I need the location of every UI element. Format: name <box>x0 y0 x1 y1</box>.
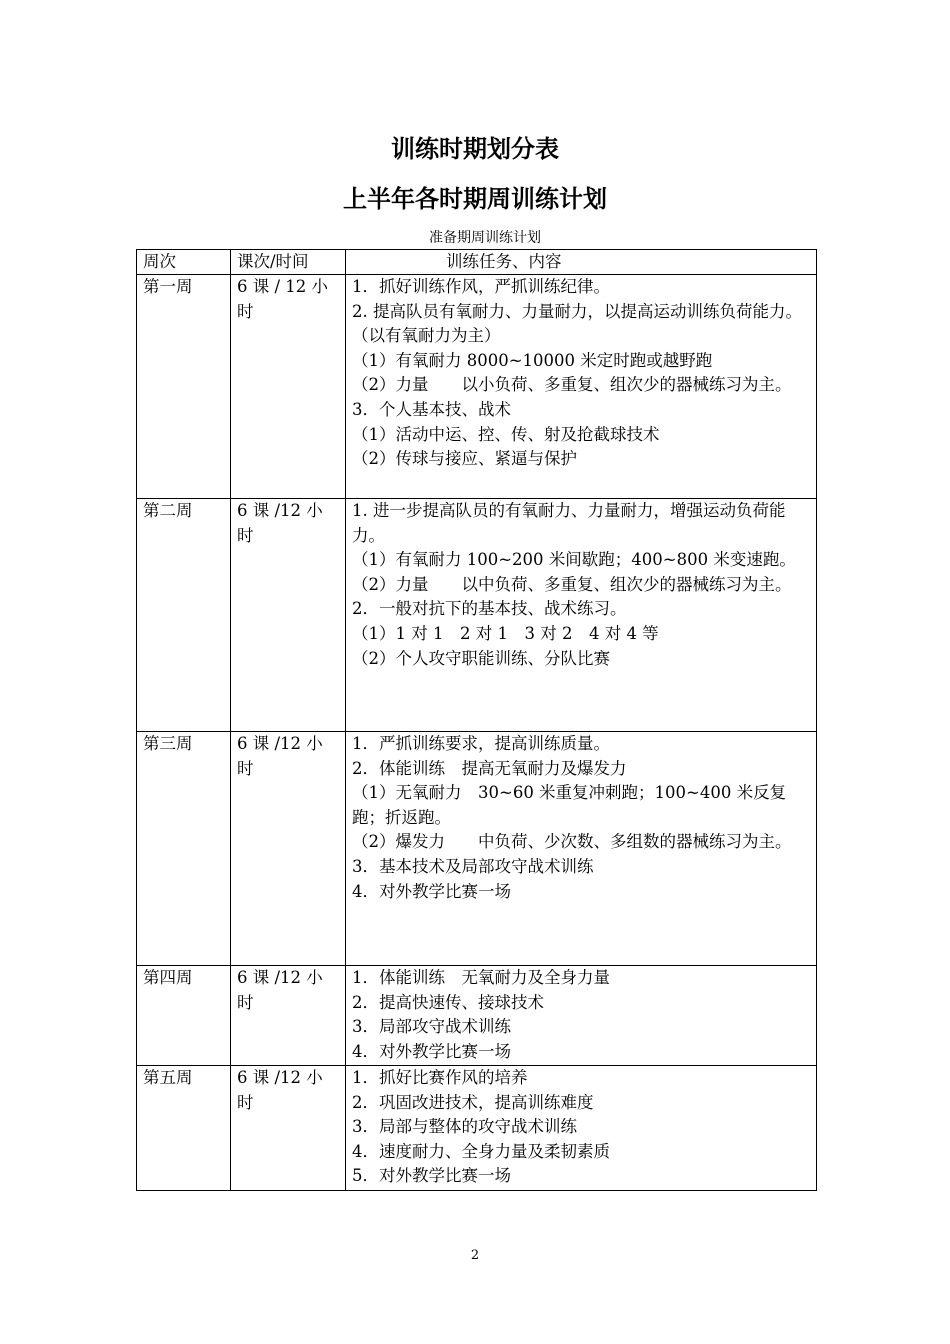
week-cell: 第一周 <box>137 275 231 499</box>
content-line: （2）力量 以中负荷、多重复、组次少的器械练习为主。 <box>352 574 792 594</box>
week-cell: 第四周 <box>137 966 231 1066</box>
header-week: 周次 <box>137 250 231 275</box>
content-line: 4．速度耐力、全身力量及柔韧素质 <box>352 1141 610 1161</box>
training-plan-table <box>136 249 817 1191</box>
header-content: 训练任务、内容 <box>346 250 817 275</box>
content-line: 2．提高快速传、接球技术 <box>352 992 544 1012</box>
content-line: 3．基本技术及局部攻守战术训练 <box>352 856 594 876</box>
sessions-cell: 6 课 /12 小时 <box>231 1066 346 1191</box>
content-line: 1．抓好训练作风，严抓训练纪律。 <box>352 277 610 296</box>
sessions-cell: 6 课 / 12 小时 <box>231 275 346 499</box>
content-line: 2．巩固改进技术，提高训练难度 <box>352 1092 594 1112</box>
content-line: 2．体能训练 提高无氧耐力及爆发力 <box>352 758 627 778</box>
table-row <box>137 732 817 966</box>
content-line: （1）有氧耐力 8000~10000 米定时跑或越野跑 <box>352 350 713 370</box>
content-cell <box>346 499 817 732</box>
content-cell <box>346 966 817 1066</box>
table-row <box>137 499 817 732</box>
content-line: （1）活动中运、控、传、射及抢截球技术 <box>352 424 660 444</box>
content-line: （2）个人攻守职能训练、分队比赛 <box>352 648 610 668</box>
week-cell: 第五周 <box>137 1066 231 1191</box>
content-line: 1．抓好比赛作风的培养 <box>352 1068 528 1087</box>
content-line: 1. 进一步提高队员的有氧耐力、力量耐力，增强运动负荷能力。 <box>352 501 786 545</box>
content-cell <box>346 1066 817 1191</box>
table-caption: 准备期周训练计划 <box>429 230 541 246</box>
content-line: （2）爆发力 中负荷、少次数、多组数的器械练习为主。 <box>352 832 792 852</box>
document-heading: 上半年各时期周训练计划 <box>343 185 607 213</box>
content-line: 3．局部攻守战术训练 <box>352 1017 511 1037</box>
content-line: 1．体能训练 无氧耐力及全身力量 <box>352 968 610 987</box>
content-cell <box>346 275 817 499</box>
content-line: （2）力量 以小负荷、多重复、组次少的器械练习为主。 <box>352 375 792 395</box>
content-line: 3．局部与整体的攻守战术训练 <box>352 1117 577 1137</box>
table-row <box>137 966 817 1066</box>
content-line: （1）无氧耐力 30~60 米重复冲刺跑；100~400 米反复跑；折返跑。 <box>352 783 787 827</box>
week-cell: 第三周 <box>137 732 231 966</box>
table-row <box>137 1066 817 1191</box>
sessions-cell: 6 课 /12 小时 <box>231 966 346 1066</box>
content-cell <box>346 732 817 966</box>
content-line: （2）传球与接应、紧逼与保护 <box>352 449 577 469</box>
sessions-cell: 6 课 /12 小时 <box>231 499 346 732</box>
table-row <box>137 275 817 499</box>
document-title: 训练时期划分表 <box>391 135 559 163</box>
content-line: 1．严抓训练要求，提高训练质量。 <box>352 734 610 753</box>
content-line: 4．对外教学比赛一场 <box>352 1041 511 1061</box>
content-line: 4．对外教学比赛一场 <box>352 881 511 901</box>
week-cell: 第二周 <box>137 499 231 732</box>
content-line: 2. 提高队员有氧耐力、力量耐力，以提高运动训练负荷能力。（以有氧耐力为主） <box>352 301 802 346</box>
page-number: 2 <box>470 1248 480 1263</box>
content-line: （1）1 对 1 2 对 1 3 对 2 4 对 4 等 <box>352 623 659 643</box>
table-header-row <box>137 250 817 275</box>
sessions-cell: 6 课 /12 小时 <box>231 732 346 966</box>
content-line: 2．一般对抗下的基本技、战术练习。 <box>352 599 627 619</box>
content-line: 5．对外教学比赛一场 <box>352 1166 511 1186</box>
header-sessions: 课次/时间 <box>231 250 346 275</box>
content-line: 3．个人基本技、战术 <box>352 399 511 419</box>
content-line: （1）有氧耐力 100~200 米间歇跑；400~800 米变速跑。 <box>352 550 796 570</box>
